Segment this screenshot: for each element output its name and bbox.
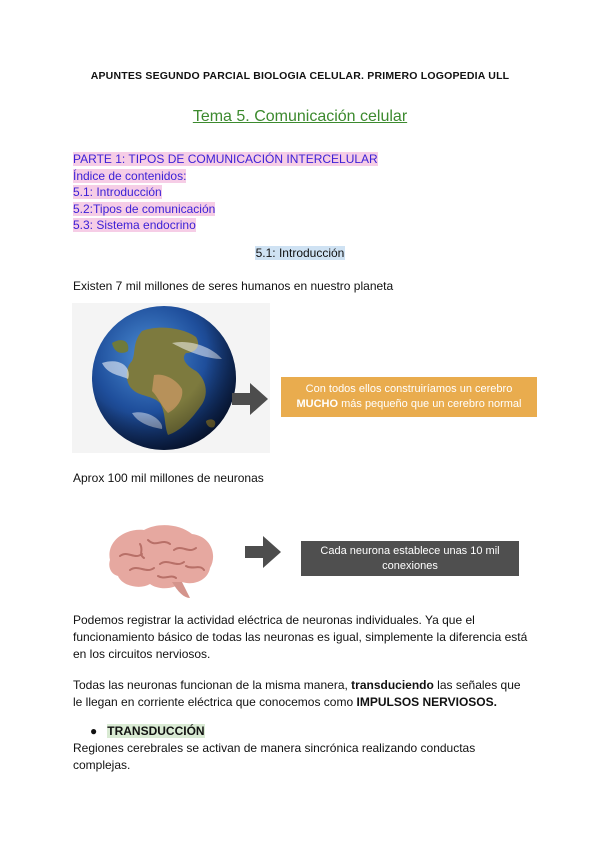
section-heading-text: 5.1: Introducción	[255, 246, 345, 260]
bullet-transduccion	[90, 724, 205, 738]
earth-globe-illustration	[72, 303, 270, 453]
paragraph-regions: Regiones cerebrales se activan de manera sincrónica realizando conductas complejas.	[73, 741, 476, 772]
paragraph-humans: Existen 7 mil millones de seres humanos en nuestro planeta	[73, 279, 394, 293]
same-way-bold-impulsos: IMPULSOS NERVIOSOS.	[356, 695, 497, 709]
arrow-right-icon	[232, 381, 268, 417]
brain-illustration	[100, 520, 220, 600]
same-way-text-start: Todas las neuronas funcionan de la misma manera,	[73, 678, 352, 692]
toc-index-label: Índice de contenidos:	[73, 168, 187, 183]
toc-item: 5.3: Sistema endocrino	[73, 218, 196, 232]
arrow-right-icon	[245, 534, 281, 570]
earth-image	[72, 303, 270, 453]
earth-callout-line2	[296, 397, 521, 412]
earth-callout-line1: Con todos ellos construiríamos un cerebro	[305, 383, 513, 395]
same-way-text-middle: las señales que le llegan en corriente eléctrica que conocemos como	[73, 678, 521, 709]
earth-callout-line2-text: más pequeño que un cerebro normal	[338, 398, 522, 410]
paragraph-same-way	[73, 677, 528, 711]
table-of-contents	[73, 151, 378, 234]
bullet-dot-icon: ●	[90, 724, 98, 738]
same-way-bold-transduciendo: transduciendo	[351, 678, 434, 692]
neuron-callout: Cada neurona establece unas 10 mil conexiones	[301, 541, 519, 576]
bullet-label: TRANSDUCCIÓN	[107, 724, 205, 738]
toc-part-heading: PARTE 1: TIPOS DE COMUNICACIÓN INTERCELULAR	[73, 152, 378, 166]
earth-callout-bold: MUCHO	[296, 398, 339, 410]
paragraph-activity: Podemos registrar la actividad eléctrica de neuronas individuales. Ya que el funcionamiento básico de todas las neuronas es igual, simplemente la diferencia está en los circuitos nerviosos.	[73, 613, 528, 661]
brain-image	[100, 520, 220, 600]
section-heading	[0, 246, 600, 260]
toc-item: 5.2:Tipos de comunicación	[73, 201, 216, 216]
paragraph-neurons: Aprox 100 mil millones de neuronas	[73, 471, 264, 485]
document-header: APUNTES SEGUNDO PARCIAL BIOLOGIA CELULAR. PRIMERO LOGOPEDIA ULL	[90, 70, 510, 82]
topic-title: Tema 5. Comunicación celular	[192, 108, 408, 125]
toc-item: 5.1: Introducción	[73, 185, 162, 199]
earth-callout	[281, 377, 537, 417]
